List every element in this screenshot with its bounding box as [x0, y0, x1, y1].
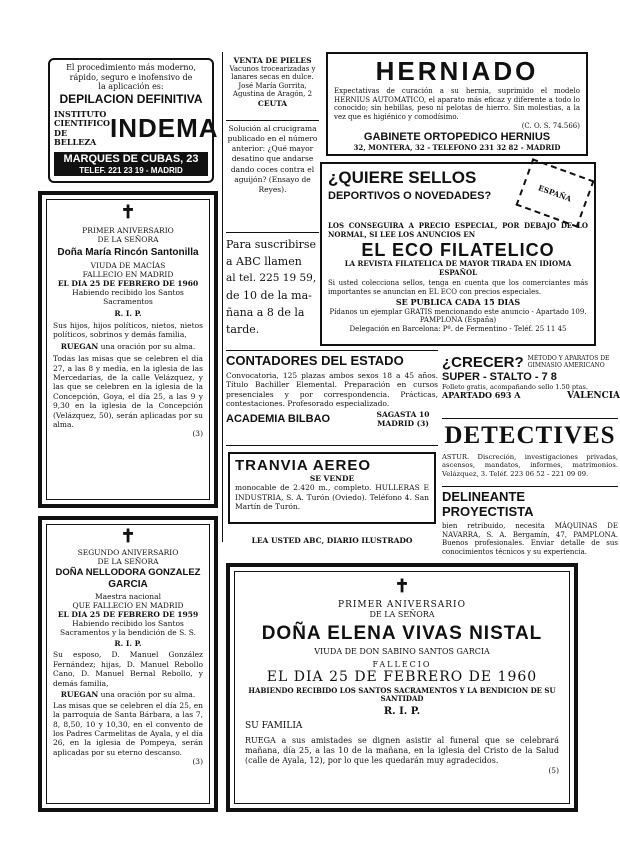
herniado-text: Expectativas de curación a su hernia, suprimido el modelo HERNIUS AUTOMATICO, el aparato más eficaz y diferente a todo lo conocido; sin hebillas, peso ni pelotas de hierro. Sin molestias, a la vez que es higiénico y comodísimo.	[334, 86, 580, 122]
contadores-ad	[226, 354, 438, 440]
nellodora-date: EL DIA 25 DE FEBRERO DE 1959	[57, 610, 199, 620]
herniado-title: HERNIADO	[375, 56, 539, 86]
depilacion-ad	[48, 58, 219, 183]
depilacion-brand: INDEMA	[109, 112, 219, 143]
sellos-brand: EL ECO FILATELICO	[361, 239, 555, 260]
maria-date: EL DIA 25 DE FEBRERO DE 1960	[57, 278, 199, 288]
contadores-title: CONTADORES DEL ESTADO	[226, 353, 404, 368]
depilacion-phone: TELEF. 221 23 19 - MADRID	[79, 165, 183, 175]
nellodora-name2: GARCIA	[108, 578, 148, 590]
nellodora-died: QUE FALLECIO EN MADRID	[72, 601, 184, 611]
sellos-text2: Si usted colecciona sellos, tenga en cuenta que los comerciantes más importantes se anuncian en EL ECO con precios especiales.	[328, 278, 588, 296]
obituary-elena	[226, 563, 578, 812]
subscribe-line2: a ABC llamen	[226, 255, 302, 268]
depilacion-line3: la aplicación es:	[98, 82, 164, 92]
herniado-address: 32, MONTERA, 32 - TELEFONO 231 32 82 - MADRID	[353, 142, 561, 152]
depilacion-inst1: INSTITUTO	[54, 108, 107, 119]
cross-icon: ✝	[394, 576, 410, 597]
venta-city: CEUTA	[257, 98, 288, 108]
maria-ruegan-line	[53, 342, 203, 351]
elena-name: DOÑA ELENA VIVAS NISTAL	[261, 622, 543, 644]
nellodora-sacr: Habiendo recibido los Santos Sacramentos y la bendición de S. S.	[60, 619, 196, 638]
nellodora-ruegan-line	[53, 690, 203, 699]
elena-sacr: HABIENDO RECIBIDO LOS SANTOS SACRAMENTOS Y LA BENDICION DE SU SANTIDAD	[248, 685, 556, 703]
divider	[226, 350, 438, 351]
detectives-text: ASTUR. Discreción, investigaciones privadas, ascensos, mandatos, informes, matrimonios. Velázquez, 3. Teléf. 223 06 52 - 221 09 09.	[442, 452, 618, 478]
solucion-text: Solución al crucigrama publicado en el número anterior: ¿Qué mayor desatino que andarse dando coces contra el aguijón? (Ensayo de Reyes).	[227, 124, 318, 194]
nellodora-ruegan: RUEGAN	[60, 689, 99, 699]
cross-icon: ✝	[120, 202, 136, 223]
stamp-image	[515, 158, 594, 228]
venta-ad	[226, 56, 319, 118]
divider	[442, 418, 618, 419]
tranvia-text: monocable de 2.420 m., completo. HULLERAS E INDUSTRIA, S. A. Turón (Oviedo). Teléfono 4. San Martín de Turón.	[235, 483, 429, 511]
herniado-ref: (C. O. S. 74.566)	[521, 121, 580, 130]
cross-icon: ✝	[120, 526, 136, 547]
obituary-maria	[38, 191, 218, 508]
nellodora-code: (3)	[192, 757, 203, 767]
nellodora-name1: DOÑA NELLODORA GONZALEZ	[55, 567, 201, 578]
sellos-title2: DEPORTIVOS O NOVEDADES?	[328, 189, 492, 202]
column-divider	[222, 52, 223, 542]
divider	[226, 120, 319, 121]
elena-de: DE LA SEÑORA	[369, 610, 435, 620]
venta-title: VENTA DE PIELES	[233, 56, 312, 65]
crecer-city: VALENCIA	[566, 391, 620, 402]
contadores-text: Convocatoria, 125 plazas ambos sexos 18 a 45 años. Título Bachiller Elemental. Preparación en cursos presenciales y por correspondencia. Prácticas, contestaciones. Profesorado especializado.	[226, 370, 438, 409]
detectives-title: DETECTIVES	[444, 422, 616, 449]
depilacion-inst2: CIENTIFICO	[54, 118, 110, 129]
maria-family: Sus hijos, hijos políticos, nietos, nietos políticos, sobrinos y demás familia,	[53, 320, 203, 339]
depilacion-title: DEPILACION DEFINITIVA	[59, 91, 203, 106]
depilacion-address: MARQUES DE CUBAS, 23	[63, 152, 199, 165]
elena-header: PRIMER ANIVERSARIO	[338, 600, 466, 610]
subscribe-ad	[226, 236, 319, 346]
maria-name: Doña María Rincón Santonilla	[57, 247, 199, 258]
delineante-ad	[442, 489, 618, 557]
sellos-delegation: Delegación en Barcelona: Pº. de Fermentino - Teléf. 25 11 45	[349, 324, 567, 333]
tranvia-title: TRANVIA AEREO	[235, 457, 372, 474]
maria-rip: R. I. P.	[114, 308, 142, 318]
crecer-ad	[442, 354, 620, 416]
elena-rip: R. I. P.	[383, 705, 421, 717]
maria-code: (3)	[192, 429, 203, 439]
nellodora-family: Su esposo, D. Manuel González Fernández; hijas, D. Manuel Rebollo Cano, D. Manuel Bernal Rebollo, y demás familia,	[53, 650, 203, 688]
sellos-free: Pídanos un ejemplar GRATIS mencionando este anuncio - Apartado 109. PAMPLONA (España)	[329, 308, 587, 325]
delineante-title: DELINEANTE PROYECTISTA	[442, 489, 534, 519]
nellodora-masses: Las misas que se celebren el día 25, en la parroquia de Santa Bárbara, a las 7, 8, 8,50, 10 y 10,30, en el convento de los Padres Carmelitas de Ayala, y el día 26, en la iglesia de Pompeya, serán aplicadas por su eterno descanso.	[53, 700, 203, 757]
herniado-gabinete: GABINETE ORTOPEDICO HERNIUS	[363, 131, 551, 144]
depilacion-line1: El procedimiento más moderno,	[66, 63, 196, 72]
subscribe-line5: ñana a 8 de la	[226, 306, 305, 319]
herniado-ad	[326, 52, 588, 156]
divider	[226, 445, 438, 446]
subscribe-line1: Para suscribirse	[226, 238, 317, 251]
elena-family: SU FAMILIA	[245, 721, 303, 732]
sellos-sub1: LA REVISTA FILATELICA DE MAYOR TIRADA EN IDIOMA ESPAÑOL	[344, 259, 572, 277]
maria-vda: VIUDA DE MACÍAS	[90, 260, 166, 270]
delineante-text: bien retribuido, necesita MÁQUINAS DE NAVARRA, S. A. Bergamín, 47, PAMPLONA. Buenos profesionales. Enviar detalle de sus conocimientos técnicos y su experiencia.	[442, 521, 618, 557]
obituary-nellodora	[38, 516, 218, 812]
crecer-title: ¿CRECER?	[442, 354, 524, 371]
tranvia-ad	[228, 452, 436, 524]
crecer-brand: SUPER - STALTO - 7 8	[442, 371, 557, 383]
divider	[442, 486, 618, 487]
nellodora-role: Maestra nacional	[94, 592, 161, 602]
elena-code: (5)	[548, 765, 559, 775]
maria-sacr: Habiendo recibido los Santos Sacramentos	[72, 287, 184, 306]
nellodora-rip: R. I. P.	[114, 639, 142, 649]
depilacion-inst4: BELLEZA	[54, 137, 97, 148]
maria-ruegan: RUEGAN	[60, 342, 99, 352]
subscribe-line4: de 10 de la ma-	[226, 289, 312, 302]
elena-text: RUEGA a sus amistades se dignen asistir al funeral que se celebrará mañana, día 25, a las 10 de la mañana, en la iglesia del Cristo de la Salud (calle de Ayala, 12), por lo que les quedarán muy agradecidos.	[245, 735, 559, 765]
tranvia-subtitle: SE VENDE	[309, 474, 355, 484]
stamp-label: ESPAÑA	[537, 182, 573, 204]
subscribe-line3: al tel. 225 19 59,	[226, 272, 317, 284]
sellos-title1: ¿QUIERE SELLOS	[328, 168, 477, 187]
contadores-address: SAGASTA 10 MADRID (3)	[376, 410, 430, 429]
detectives-ad	[442, 422, 618, 484]
divider	[226, 232, 319, 233]
crossword-solution	[226, 124, 319, 230]
sellos-text1: LOS CONSEGUIRA A PRECIO ESPECIAL, POR DEBAJO DE LO NORMAL, SI LEE LOS ANUNCIOS EN	[328, 221, 588, 239]
maria-died: FALLECIO EN MADRID	[82, 269, 174, 279]
maria-de: DE LA SEÑORA	[97, 235, 159, 244]
nellodora-ruegan2: una oración por su alma.	[100, 689, 196, 699]
elena-vda: VIUDA DE DON SABINO SANTOS GARCIA	[314, 647, 490, 657]
maria-masses: Todas las misas que se celebren el día 27, a las 8 y media, en la iglesia de las Mercedarias, de la calle Velázquez, y las que se celebren en la iglesia de la Concepción, Goya, el día 25, a las 9 y 9,30 en la iglesia de la Concepción (Velázquez, 50), serán aplicadas por su alma.	[53, 354, 203, 429]
contadores-academy: ACADEMIA BILBAO	[226, 413, 331, 426]
maria-header: PRIMER ANIVERSARIO	[82, 226, 174, 235]
nellodora-de: DE LA SEÑORA	[97, 557, 159, 566]
elena-date: EL DIA 25 DE FEBRERO DE 1960	[266, 668, 538, 685]
venta-text: Vacunos trocearizadas y lanares secas en dulce. José María Gorrita, Agustina de Aragón, 2	[229, 65, 316, 99]
subscribe-line6: tarde.	[226, 323, 260, 336]
maria-ruegan2: una oración por su alma.	[100, 342, 196, 352]
nellodora-header: SEGUNDO ANIVERSARIO	[77, 548, 179, 557]
crecer-text: Folleto gratis, acompañando sello 1.50 ptas.	[442, 382, 588, 391]
sellos-ad	[320, 162, 596, 346]
depilacion-inst3: DE	[54, 127, 68, 138]
elena-died: FALLECIO	[372, 659, 432, 669]
depilacion-line2: rápido, seguro e inofensivo de	[69, 72, 193, 82]
sellos-every: SE PUBLICA CADA 15 DIAS	[395, 297, 521, 308]
crecer-apartado: APARTADO 693 A	[442, 390, 521, 401]
abc-note: LEA USTED ABC, DIARIO ILUSTRADO	[251, 536, 413, 545]
crecer-side: MÉTODO Y APARATOS DE GIMNASIO AMERICANO	[527, 354, 610, 369]
